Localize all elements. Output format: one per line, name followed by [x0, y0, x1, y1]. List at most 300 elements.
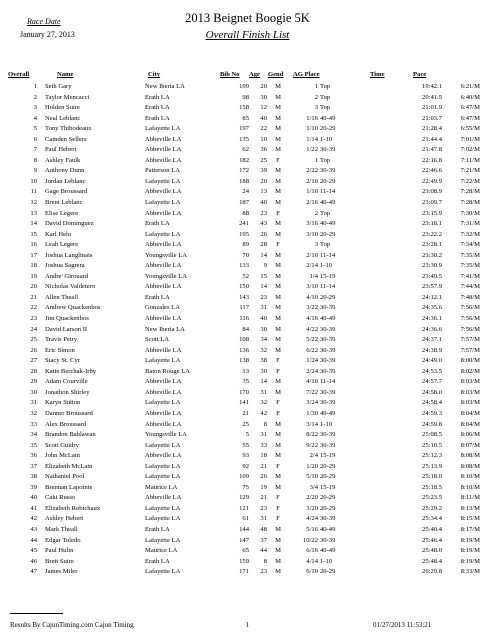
cell-bib: 62 — [242, 146, 249, 154]
table-row — [0, 325, 495, 336]
cell-city: Erath LA — [145, 114, 170, 122]
cell-overall: 4 — [33, 114, 37, 122]
cell-ag-group: 30-39 — [320, 388, 336, 396]
cell-age: 28 — [260, 241, 267, 249]
cell-city: Abbeville LA — [145, 156, 182, 164]
cell-name: Katie Berchak-Irby — [45, 367, 97, 375]
cell-overall: 30 — [30, 388, 37, 396]
cell-gend: M — [275, 199, 281, 207]
cell-age: 26 — [260, 230, 267, 238]
cell-age: 38 — [260, 357, 267, 365]
cell-name: Anthony Dunn — [45, 167, 85, 175]
cell-city: Baton Rouge LA — [145, 367, 191, 375]
cell-age: 30 — [260, 93, 267, 101]
cell-overall: 28 — [30, 367, 37, 375]
cell-time: 22:49.9 — [422, 177, 442, 185]
cell-ag-rank: 2/4 — [309, 452, 318, 460]
col-ag-place: AG Place — [293, 71, 320, 78]
cell-pace: 6:47/M — [460, 104, 480, 112]
cell-ag-rank: 1/20 — [306, 462, 318, 470]
cell-gend: F — [276, 504, 280, 512]
cell-ag-group: 30-39 — [320, 304, 336, 312]
cell-city: Lafayette LA — [145, 536, 181, 544]
cell-pace: 8:04/M — [460, 409, 480, 417]
race-date-label: Race Date — [27, 17, 61, 26]
cell-gend: M — [275, 83, 281, 90]
cell-gend: M — [275, 378, 281, 386]
cell-city: Gonzales LA — [145, 304, 180, 312]
page-subtitle: Overall Finish List — [205, 29, 290, 41]
cell-bib: 117 — [239, 304, 249, 312]
cell-bib: 187 — [239, 199, 249, 207]
cell-ag-rank: 3/16 — [306, 220, 318, 228]
table-row — [0, 293, 495, 304]
col-city: City — [148, 71, 161, 78]
cell-age: 48 — [260, 525, 267, 533]
cell-gend: M — [275, 431, 281, 439]
cell-gend: F — [276, 399, 280, 407]
cell-city: Abbeville LA — [145, 283, 182, 291]
cell-age: 8 — [263, 420, 267, 428]
cell-ag-group: 40-49 — [320, 547, 336, 555]
cell-ag-group: 1-10 — [320, 420, 333, 428]
cell-ag-rank: 7/22 — [306, 388, 318, 396]
cell-city: Lafayette LA — [145, 177, 181, 185]
cell-ag-rank: 3/14 — [306, 420, 318, 428]
cell-overall: 42 — [30, 515, 37, 523]
col-gend: Gend — [268, 71, 284, 78]
cell-time: 25:34.4 — [422, 515, 442, 523]
cell-overall: 5 — [33, 125, 37, 133]
cell-bib: 93 — [242, 452, 249, 460]
cell-age: 23 — [260, 504, 267, 512]
cell-gend: M — [275, 104, 281, 112]
cell-gend: M — [275, 304, 281, 312]
cell-ag-group: 30-39 — [320, 336, 336, 344]
cell-ag-rank: 3 — [314, 104, 318, 112]
cell-gend: F — [276, 357, 280, 365]
cell-age: 30 — [260, 367, 267, 375]
cell-pace: 7:56/M — [460, 304, 480, 312]
cell-ag-rank: 3/10 — [306, 230, 318, 238]
col-pace: Pace — [413, 71, 427, 78]
cell-time: 23:22.2 — [422, 230, 442, 238]
cell-gend: M — [275, 114, 281, 122]
cell-ag-group: 40-49 — [320, 220, 336, 228]
cell-bib: 92 — [242, 462, 249, 470]
cell-ag-group: 11-14 — [320, 251, 336, 259]
cell-bib: 170 — [239, 388, 249, 396]
cell-age: 12 — [260, 104, 267, 112]
cell-pace: 8:15/M — [460, 515, 480, 523]
cell-pace: 7:44/M — [460, 283, 480, 291]
cell-ag-group: 20-29 — [320, 177, 336, 185]
cell-gend: F — [276, 241, 280, 249]
cell-overall: 32 — [30, 409, 37, 417]
cell-name: Brennan Lapointe — [45, 483, 93, 491]
cell-city: Maurice LA — [145, 483, 178, 491]
cell-age: 40 — [260, 315, 267, 323]
cell-gend: M — [275, 473, 281, 481]
cell-pace: 7:57/M — [460, 336, 480, 344]
cell-ag-group: 20-29 — [320, 494, 336, 502]
cell-name: Joshua Langlinais — [45, 251, 93, 259]
cell-gend: F — [276, 494, 280, 502]
table-row — [0, 557, 495, 568]
cell-pace: 8:08/M — [460, 462, 480, 470]
cell-time: 24:38.9 — [422, 346, 442, 354]
table-row — [0, 536, 495, 547]
cell-age: 10 — [260, 135, 267, 143]
cell-name: Edgar Toledo — [45, 536, 81, 544]
cell-time: 24:58.0 — [422, 388, 442, 396]
cell-bib: 159 — [239, 557, 249, 565]
cell-gend: M — [275, 220, 281, 228]
table-row — [0, 82, 495, 93]
table-row — [0, 493, 495, 504]
cell-ag-rank: 2 — [314, 93, 318, 101]
cell-ag-rank: 3/20 — [306, 504, 318, 512]
cell-age: 20 — [260, 177, 267, 185]
table-row — [0, 230, 495, 241]
cell-name: Elizabeth Robichaux — [45, 504, 101, 512]
table-row — [0, 303, 495, 314]
cell-city: New Iberia LA — [145, 325, 185, 333]
cell-ag-group: Top — [320, 104, 331, 112]
race-date: January 27, 2013 — [20, 30, 75, 39]
cell-age: 18 — [260, 452, 267, 460]
cell-pace: 7:41/M — [460, 272, 480, 280]
cell-pace: 7:21/M — [460, 167, 480, 175]
cell-ag-group: 20-29 — [320, 462, 336, 470]
cell-ag-group: 20-29 — [320, 568, 336, 576]
cell-time: 25:40.4 — [422, 525, 442, 533]
cell-name: Gage Broussard — [45, 188, 88, 196]
cell-bib: 150 — [239, 283, 249, 291]
cell-ag-rank: 6/10 — [306, 568, 318, 576]
cell-pace: 8:06/M — [460, 431, 480, 439]
cell-bib: 24 — [242, 188, 249, 196]
cell-name: Leah Legere — [45, 241, 79, 249]
cell-age: 22 — [260, 125, 267, 133]
cell-ag-group: 30-39 — [320, 441, 336, 449]
cell-overall: 45 — [30, 547, 37, 555]
cell-city: Scott LA — [145, 336, 169, 344]
cell-bib: 85 — [242, 114, 249, 122]
cell-overall: 18 — [30, 262, 37, 270]
cell-bib: 25 — [242, 420, 249, 428]
cell-name: Camden Sellers — [45, 135, 87, 143]
cell-bib: 89 — [242, 241, 249, 249]
cell-age: 32 — [260, 346, 267, 354]
cell-name: Elizabeth McLain — [45, 462, 93, 470]
cell-city: Erath LA — [145, 293, 170, 301]
cell-overall: 33 — [30, 420, 37, 428]
cell-age: 14 — [260, 378, 267, 386]
cell-name: David Larson II — [45, 325, 88, 333]
cell-age: 34 — [260, 336, 267, 344]
cell-name: Caki Russo — [45, 494, 76, 502]
cell-ag-group: 15-19 — [320, 483, 336, 491]
cell-pace: 8:03/M — [460, 399, 480, 407]
cell-ag-rank: 4/22 — [306, 325, 318, 333]
cell-pace: 7:56/M — [460, 315, 480, 323]
cell-city: Lafayette LA — [145, 230, 181, 238]
cell-city: Erath LA — [145, 104, 170, 112]
cell-age: 37 — [260, 536, 267, 544]
cell-age: 23 — [260, 293, 267, 301]
cell-bib: 135 — [239, 135, 249, 143]
table-row — [0, 219, 495, 230]
cell-pace: 8:03/M — [460, 378, 480, 386]
cell-ag-rank: 2/14 — [306, 262, 318, 270]
table-row — [0, 93, 495, 104]
cell-ag-group: 30-39 — [320, 431, 336, 439]
cell-gend: M — [275, 388, 281, 396]
cell-bib: 147 — [239, 536, 249, 544]
page-title: 2013 Beignet Boogie 5K — [185, 11, 310, 25]
table-row — [0, 388, 495, 399]
cell-gend: M — [275, 325, 281, 333]
cell-ag-rank: 2/10 — [306, 251, 318, 259]
cell-overall: 38 — [30, 473, 37, 481]
cell-ag-group: 15-19 — [320, 452, 336, 460]
cell-name: Taylor Mencacci — [45, 93, 90, 101]
cell-age: 9 — [263, 262, 267, 270]
cell-ag-rank: 2/24 — [306, 367, 318, 375]
cell-time: 21:44.4 — [422, 135, 442, 143]
cell-age: 31 — [260, 388, 267, 396]
cell-name: Brandon Bahlawan — [45, 431, 96, 439]
cell-name: Danner Broussard — [45, 409, 93, 417]
footer-divider — [10, 613, 63, 614]
cell-city: Lafayette LA — [145, 441, 181, 449]
cell-gend: F — [276, 209, 280, 217]
cell-time: 24:36.1 — [422, 315, 442, 323]
col-bib: Bib No — [220, 71, 240, 78]
cell-bib: 116 — [239, 315, 249, 323]
cell-overall: 11 — [30, 188, 37, 196]
cell-time: 23:08.9 — [422, 188, 442, 196]
cell-overall: 15 — [30, 230, 37, 238]
cell-time: 24:58.4 — [422, 399, 442, 407]
cell-age: 13 — [260, 188, 267, 196]
cell-age: 42 — [260, 409, 267, 417]
cell-time: 21:01.9 — [422, 104, 442, 112]
cell-overall: 31 — [30, 399, 37, 407]
cell-ag-group: Top — [320, 83, 331, 90]
cell-overall: 40 — [30, 494, 37, 502]
cell-overall: 26 — [30, 346, 37, 354]
cell-name: Adam Courville — [45, 378, 88, 386]
cell-city: Abbeville LA — [145, 209, 182, 217]
cell-name: Elise Legere — [45, 209, 79, 217]
cell-ag-group: 20-29 — [320, 473, 336, 481]
cell-overall: 44 — [30, 536, 37, 544]
cell-age: 32 — [260, 399, 267, 407]
cell-name: Joshua Sagrera — [45, 262, 85, 270]
cell-overall: 46 — [30, 557, 37, 565]
cell-city: Abbeville LA — [145, 452, 182, 460]
cell-time: 25:13.9 — [422, 462, 442, 470]
cell-time: 25:18.5 — [422, 483, 442, 491]
cell-time: 25:08.5 — [422, 431, 442, 439]
cell-city: Abbeville LA — [145, 188, 182, 196]
cell-pace: 6:47/M — [460, 114, 480, 122]
cell-time: 26:29.8 — [422, 568, 442, 576]
cell-ag-rank: 1/10 — [306, 188, 318, 196]
cell-name: John McLain — [45, 452, 80, 460]
cell-pace: 8:10/M — [460, 483, 480, 491]
cell-city: Abbeville LA — [145, 420, 182, 428]
cell-overall: 2 — [33, 93, 37, 101]
table-row — [0, 198, 495, 209]
cell-ag-group: 20-29 — [320, 125, 336, 133]
cell-city: Lafayette LA — [145, 568, 181, 576]
cell-city: Abbeville LA — [145, 346, 182, 354]
cell-age: 23 — [260, 209, 267, 217]
cell-ag-group: 30-39 — [320, 346, 336, 354]
cell-age: 43 — [260, 220, 267, 228]
cell-ag-group: Top — [320, 93, 331, 101]
cell-name: Holden Suire — [45, 104, 80, 112]
cell-gend: M — [275, 272, 281, 280]
cell-ag-group: 30-39 — [320, 357, 336, 365]
cell-ag-rank: 4/10 — [306, 293, 318, 301]
cell-city: Lafayette LA — [145, 504, 181, 512]
cell-time: 23:57.9 — [422, 283, 442, 291]
cell-ag-rank: 1/10 — [306, 125, 318, 133]
cell-gend: M — [275, 177, 281, 185]
cell-ag-group: 40-49 — [320, 315, 336, 323]
cell-gend: F — [276, 515, 280, 523]
cell-ag-group: 1-10 — [320, 135, 333, 143]
cell-age: 8 — [263, 557, 267, 565]
cell-overall: 20 — [30, 283, 37, 291]
cell-name: Jim Quackenbos — [45, 315, 89, 323]
table-row — [0, 409, 495, 420]
cell-pace: 8:11/M — [460, 494, 480, 502]
cell-name: Nicholas Valdetero — [45, 283, 96, 291]
cell-gend: M — [275, 125, 281, 133]
cell-pace: 7:01/M — [460, 135, 480, 143]
cell-name: Nathaniel Pool — [45, 473, 85, 481]
cell-age: 20 — [260, 83, 267, 90]
table-row — [0, 156, 495, 167]
cell-city: Abbeville LA — [145, 135, 182, 143]
col-time: Time — [370, 71, 385, 78]
cell-gend: M — [275, 230, 281, 238]
table-row — [0, 462, 495, 473]
cell-name: Travis Petry — [45, 336, 78, 344]
cell-age: 14 — [260, 251, 267, 259]
table-row — [0, 145, 495, 156]
table-row — [0, 567, 495, 578]
cell-age: 44 — [260, 547, 267, 555]
cell-time: 25:23.5 — [422, 494, 442, 502]
cell-ag-rank: 1/30 — [306, 409, 318, 417]
cell-ag-rank: 3/4 — [309, 483, 318, 491]
cell-ag-group: 11-14 — [320, 188, 336, 196]
page-number: 1 — [245, 621, 250, 629]
cell-pace: 7:35/M — [460, 262, 480, 270]
cell-ag-rank: 1 — [314, 156, 318, 164]
cell-ag-rank: 10/22 — [302, 536, 318, 544]
cell-pace: 7:22/M — [460, 177, 480, 185]
cell-pace: 7:32/M — [460, 230, 480, 238]
cell-time: 24:59.8 — [422, 420, 442, 428]
cell-gend: M — [275, 315, 281, 323]
cell-time: 24:12.1 — [422, 293, 442, 301]
cell-pace: 7:56/M — [460, 325, 480, 333]
cell-city: Youngsville LA — [145, 431, 188, 439]
cell-name: Allen Theall — [45, 293, 79, 301]
table-row — [0, 346, 495, 357]
cell-time: 23:30.9 — [422, 262, 442, 270]
cell-ag-rank: 2/20 — [306, 494, 318, 502]
table-row — [0, 356, 495, 367]
cell-bib: 143 — [239, 293, 249, 301]
cell-name: Karyn Sutton — [45, 399, 81, 407]
cell-overall: 29 — [30, 378, 37, 386]
cell-ag-group: 15-19 — [320, 272, 336, 280]
cell-ag-group: 30-39 — [320, 325, 336, 333]
cell-name: Eric Simon — [45, 346, 75, 354]
col-age: Age — [249, 71, 260, 78]
cell-age: 26 — [260, 473, 267, 481]
cell-pace: 8:13/M — [460, 504, 480, 512]
cell-time: 25:10.5 — [422, 441, 442, 449]
cell-ag-group: Top — [320, 209, 331, 217]
cell-name: Jordan Leblanc — [45, 177, 86, 185]
cell-overall: 47 — [30, 568, 37, 576]
cell-name: Jonathon Shirley — [45, 388, 90, 396]
cell-name: David Dominguez — [45, 220, 94, 228]
cell-bib: 144 — [239, 525, 249, 533]
cell-bib: 65 — [242, 547, 249, 555]
cell-ag-group: Top — [320, 156, 331, 164]
cell-age: 36 — [260, 146, 267, 154]
cell-ag-rank: 1/22 — [306, 146, 318, 154]
cell-ag-rank: 1 — [314, 83, 318, 90]
cell-city: Abbeville LA — [145, 241, 182, 249]
cell-name: Brett Suire — [45, 557, 74, 565]
cell-overall: 41 — [30, 504, 37, 512]
cell-gend: M — [275, 93, 281, 101]
cell-gend: M — [275, 346, 281, 354]
cell-gend: M — [275, 283, 281, 291]
cell-overall: 25 — [30, 336, 37, 344]
cell-ag-rank: 2/16 — [306, 199, 318, 207]
cell-pace: 8:03/M — [460, 388, 480, 396]
cell-name: Karl Helo — [45, 230, 72, 238]
cell-gend: F — [276, 367, 280, 375]
cell-age: 25 — [260, 156, 267, 164]
cell-name: Stacy St. Cyr — [45, 357, 80, 365]
cell-bib: 171 — [239, 568, 249, 576]
cell-bib: 182 — [239, 156, 249, 164]
cell-ag-rank: 2/22 — [306, 167, 318, 175]
cell-ag-rank: 1/4 — [309, 272, 318, 280]
cell-bib: 136 — [239, 346, 249, 354]
cell-pace: 7:02/M — [460, 146, 480, 154]
cell-gend: M — [275, 525, 281, 533]
cell-ag-group: 30-39 — [320, 167, 336, 175]
col-name: Name — [57, 71, 74, 78]
cell-name: Brent Leblanc — [45, 199, 83, 207]
cell-overall: 7 — [33, 146, 37, 154]
cell-age: 40 — [260, 199, 267, 207]
